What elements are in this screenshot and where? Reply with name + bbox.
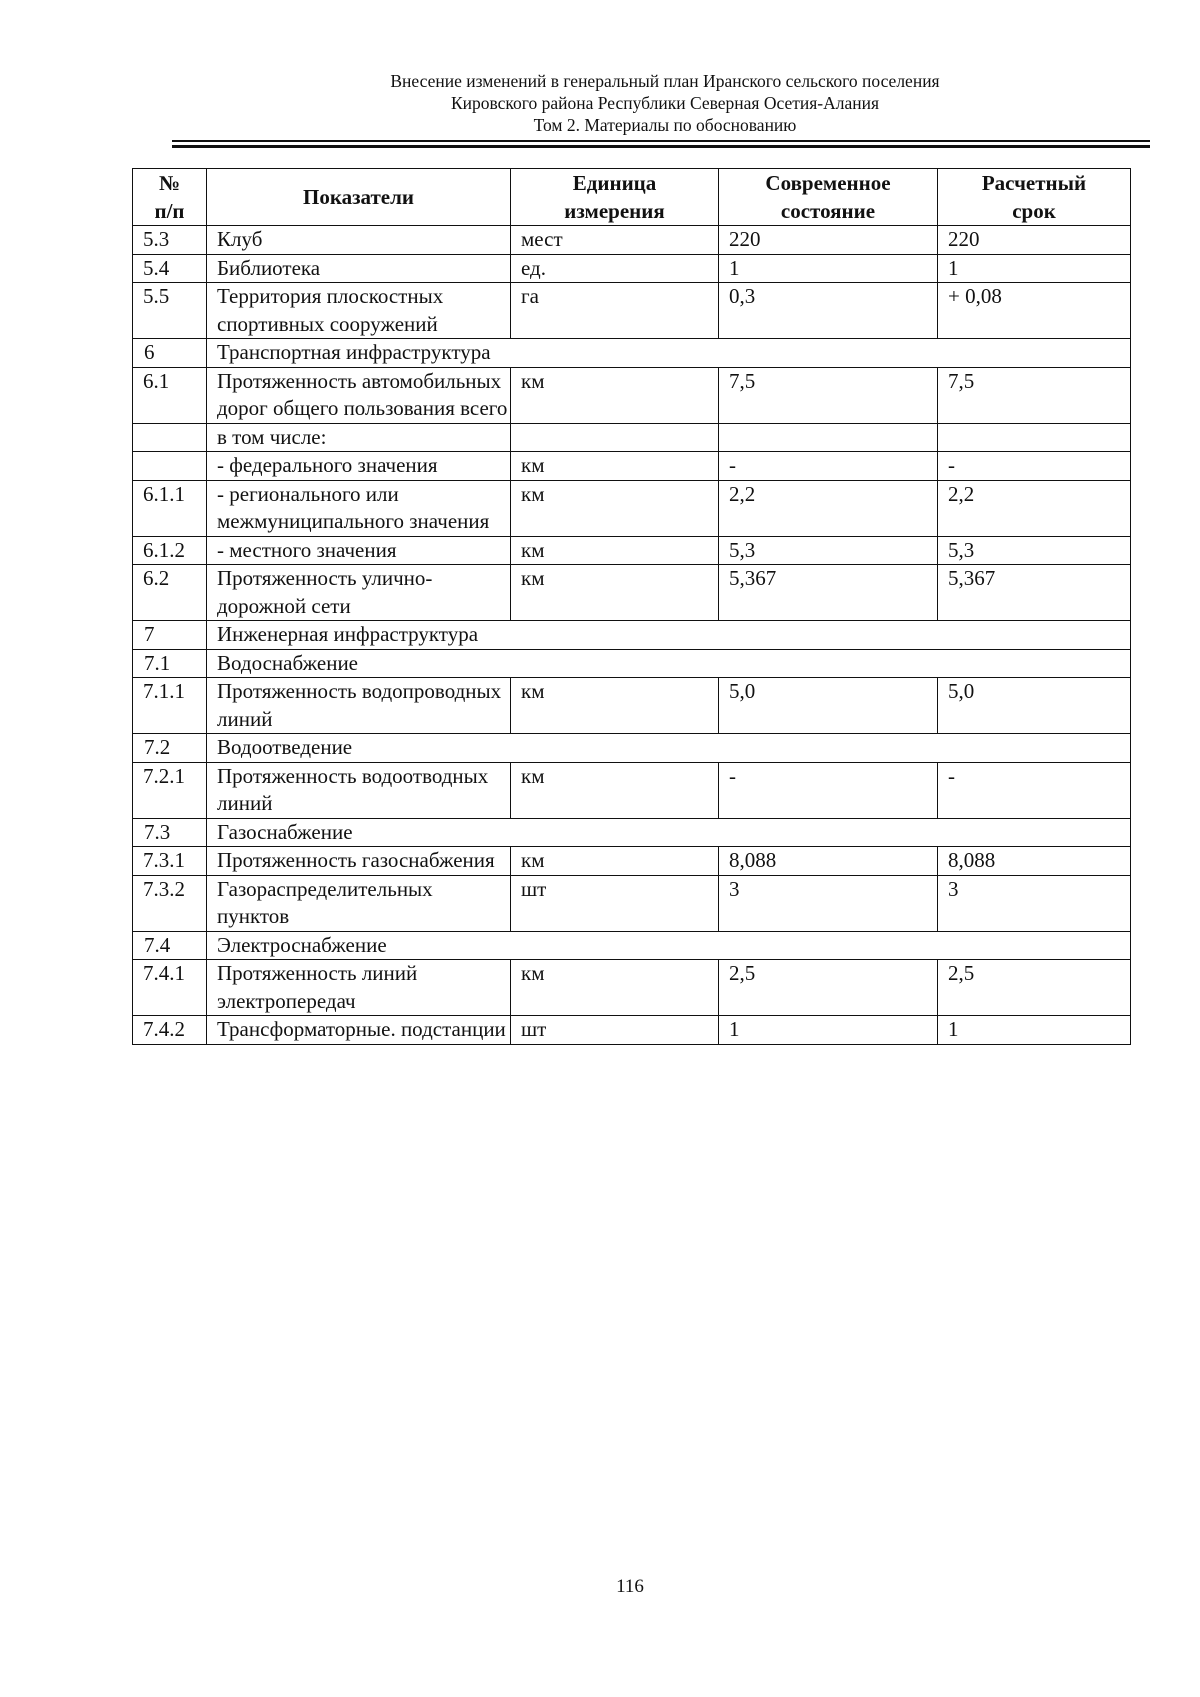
table-row: [133, 960, 1131, 1016]
row-indicator: - федерального значения: [207, 452, 511, 481]
header-line-1: Внесение изменений в генеральный план Иранского сельского поселения: [390, 71, 940, 91]
section-number: 7.3: [133, 818, 207, 847]
section-row: [133, 649, 1131, 678]
row-indicator: Протяженность водоотводных линий: [207, 762, 511, 818]
section-title: Инженерная инфраструктура: [207, 621, 1131, 650]
row-indicator: Территория плоскостных спортивных сооружений: [207, 283, 511, 339]
row-target: -: [938, 762, 1131, 818]
column-header-target-line1: Расчетный: [981, 171, 1087, 195]
row-number: 6.1.2: [133, 536, 207, 565]
page-number: 116: [616, 1576, 644, 1597]
row-target: 5,3: [938, 536, 1131, 565]
column-header-current-line1: Современное: [765, 171, 891, 195]
section-row: [133, 931, 1131, 960]
table-row: [133, 254, 1131, 283]
row-current: 8,088: [719, 847, 938, 876]
row-number: 7.3.1: [133, 847, 207, 876]
row-unit: км: [511, 480, 719, 536]
row-indicator: Протяженность водопроводных линий: [207, 678, 511, 734]
row-indicator: Протяженность линий электропередач: [207, 960, 511, 1016]
section-title: Водоотведение: [207, 734, 1131, 763]
row-target: 5,367: [938, 565, 1131, 621]
section-row: [133, 818, 1131, 847]
column-header-current-line2: состояние: [780, 199, 876, 223]
row-unit: км: [511, 762, 719, 818]
section-number: 7: [133, 621, 207, 650]
section-number: 6: [133, 339, 207, 368]
row-unit: га: [511, 283, 719, 339]
row-unit: шт: [511, 1016, 719, 1045]
row-current: 220: [719, 226, 938, 255]
table-row: [133, 367, 1131, 423]
table-row: [133, 875, 1131, 931]
row-indicator: Клуб: [207, 226, 511, 255]
row-number: 7.4.1: [133, 960, 207, 1016]
header-rule-thin: [172, 140, 1150, 142]
row-target: 3: [938, 875, 1131, 931]
table-row: [133, 678, 1131, 734]
row-target: 1: [938, 1016, 1131, 1045]
column-header-unit-line1: Единица: [572, 171, 657, 195]
row-target: 220: [938, 226, 1131, 255]
table-body: [133, 226, 1131, 1045]
row-current: -: [719, 452, 938, 481]
section-row: [133, 621, 1131, 650]
column-header-number-line1: №: [158, 171, 181, 195]
row-indicator: - регионального или межмуниципального значения: [207, 480, 511, 536]
section-title: Транспортная инфраструктура: [207, 339, 1131, 368]
row-target: 5,0: [938, 678, 1131, 734]
section-row: [133, 339, 1131, 368]
row-target: [938, 423, 1131, 452]
page-header: [170, 70, 1160, 136]
table-row: [133, 536, 1131, 565]
section-title: Электроснабжение: [207, 931, 1131, 960]
row-number: 7.1.1: [133, 678, 207, 734]
row-unit: [511, 423, 719, 452]
column-header-unit-line2: измерения: [564, 199, 665, 223]
column-header-target-line2: срок: [1012, 199, 1056, 223]
row-number: 7.4.2: [133, 1016, 207, 1045]
row-number: [133, 452, 207, 481]
row-number: 6.2: [133, 565, 207, 621]
row-number: 5.4: [133, 254, 207, 283]
row-unit: км: [511, 847, 719, 876]
row-indicator: Протяженность улично-дорожной сети: [207, 565, 511, 621]
row-current: -: [719, 762, 938, 818]
row-current: 2,2: [719, 480, 938, 536]
column-header-target: [938, 169, 1131, 226]
table-row: [133, 1016, 1131, 1045]
row-indicator: Протяженность газоснабжения: [207, 847, 511, 876]
row-number: 6.1.1: [133, 480, 207, 536]
table-row: [133, 226, 1131, 255]
section-title: Водоснабжение: [207, 649, 1131, 678]
row-current: 1: [719, 254, 938, 283]
column-header-number-line2: п/п: [154, 199, 185, 223]
table-row: [133, 452, 1131, 481]
row-target: 2,5: [938, 960, 1131, 1016]
section-number: 7.4: [133, 931, 207, 960]
row-current: [719, 423, 938, 452]
indicators-table: [132, 168, 1131, 1045]
row-unit: ед.: [511, 254, 719, 283]
row-indicator: Протяженность автомобильных дорог общего пользования всего: [207, 367, 511, 423]
row-unit: км: [511, 536, 719, 565]
row-number: 7.3.2: [133, 875, 207, 931]
row-indicator: Трансформаторные. подстанции: [207, 1016, 511, 1045]
row-target: + 0,08: [938, 283, 1131, 339]
row-indicator: в том числе:: [207, 423, 511, 452]
row-unit: мест: [511, 226, 719, 255]
row-target: 7,5: [938, 367, 1131, 423]
section-title: Газоснабжение: [207, 818, 1131, 847]
row-number: 5.3: [133, 226, 207, 255]
table-row: [133, 762, 1131, 818]
row-unit: км: [511, 565, 719, 621]
row-number: 5.5: [133, 283, 207, 339]
header-line-2: Кировского района Республики Северная Осетия-Алания: [450, 93, 880, 113]
header-rule-thick: [172, 145, 1150, 148]
header-line-3: Том 2. Материалы по обоснованию: [533, 115, 797, 135]
column-header-indicator: [207, 169, 511, 226]
row-current: 5,0: [719, 678, 938, 734]
row-current: 2,5: [719, 960, 938, 1016]
section-number: 7.2: [133, 734, 207, 763]
row-indicator: Библиотека: [207, 254, 511, 283]
row-target: 1: [938, 254, 1131, 283]
row-current: 5,3: [719, 536, 938, 565]
table-row: [133, 847, 1131, 876]
row-indicator: - местного значения: [207, 536, 511, 565]
table-header-row: [133, 169, 1131, 226]
row-current: 1: [719, 1016, 938, 1045]
row-target: 8,088: [938, 847, 1131, 876]
row-unit: км: [511, 678, 719, 734]
row-number: 6.1: [133, 367, 207, 423]
table-row: [133, 283, 1131, 339]
row-unit: км: [511, 367, 719, 423]
row-indicator: Газораспределительных пунктов: [207, 875, 511, 931]
column-header-number: [133, 169, 207, 226]
row-unit: км: [511, 452, 719, 481]
row-number: [133, 423, 207, 452]
row-unit: км: [511, 960, 719, 1016]
table-row: [133, 423, 1131, 452]
column-header-unit: [511, 169, 719, 226]
row-target: 2,2: [938, 480, 1131, 536]
column-header-indicator-line1: Показатели: [302, 185, 415, 209]
row-current: 0,3: [719, 283, 938, 339]
row-current: 7,5: [719, 367, 938, 423]
row-target: -: [938, 452, 1131, 481]
column-header-current: [719, 169, 938, 226]
section-number: 7.1: [133, 649, 207, 678]
table-row: [133, 565, 1131, 621]
row-unit: шт: [511, 875, 719, 931]
row-number: 7.2.1: [133, 762, 207, 818]
table-row: [133, 480, 1131, 536]
row-current: 5,367: [719, 565, 938, 621]
section-row: [133, 734, 1131, 763]
row-current: 3: [719, 875, 938, 931]
